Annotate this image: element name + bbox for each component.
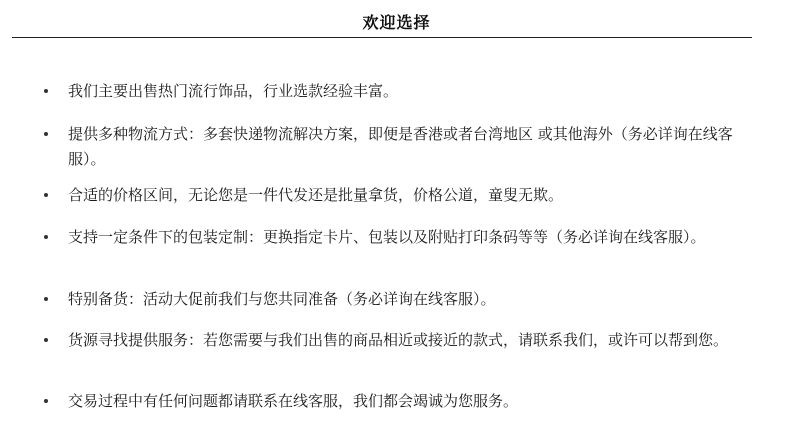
bullet-icon	[44, 235, 48, 239]
list-item-text: 提供多种物流方式：多套快递物流解决方案，即便是香港或者台湾地区 或其他海外（务必详询在线客服）。	[68, 125, 733, 168]
bullet-icon	[44, 132, 48, 136]
bullet-icon	[44, 338, 48, 342]
list-item-text: 货源寻找提供服务：若您需要与我们出售的商品相近或接近的款式，请联系我们，或许可以帮到您。	[68, 331, 729, 349]
list-item-text: 特别备货：活动大促前我们与您共同准备（务必详询在线客服）。	[68, 290, 496, 308]
bullet-icon	[44, 297, 48, 301]
page-title: 欢迎选择	[362, 13, 431, 32]
list-item-text: 我们主要出售热门流行饰品，行业选款经验丰富。	[68, 82, 399, 100]
bullet-icon	[44, 89, 48, 93]
bullet-icon	[44, 399, 48, 403]
list-item-text: 交易过程中有任何问题都请联系在线客服，我们都会竭诚为您服务。	[68, 392, 519, 410]
header-divider	[12, 37, 752, 38]
bullet-icon	[44, 193, 48, 197]
header	[0, 0, 793, 40]
list-item-text: 支持一定条件下的包装定制：更换指定卡片、包装以及附贴打印条码等等（务必详询在线客服）。	[68, 228, 706, 246]
list-item-text: 合适的价格区间，无论您是一件代发还是批量拿货，价格公道，童叟无欺。	[68, 186, 564, 204]
